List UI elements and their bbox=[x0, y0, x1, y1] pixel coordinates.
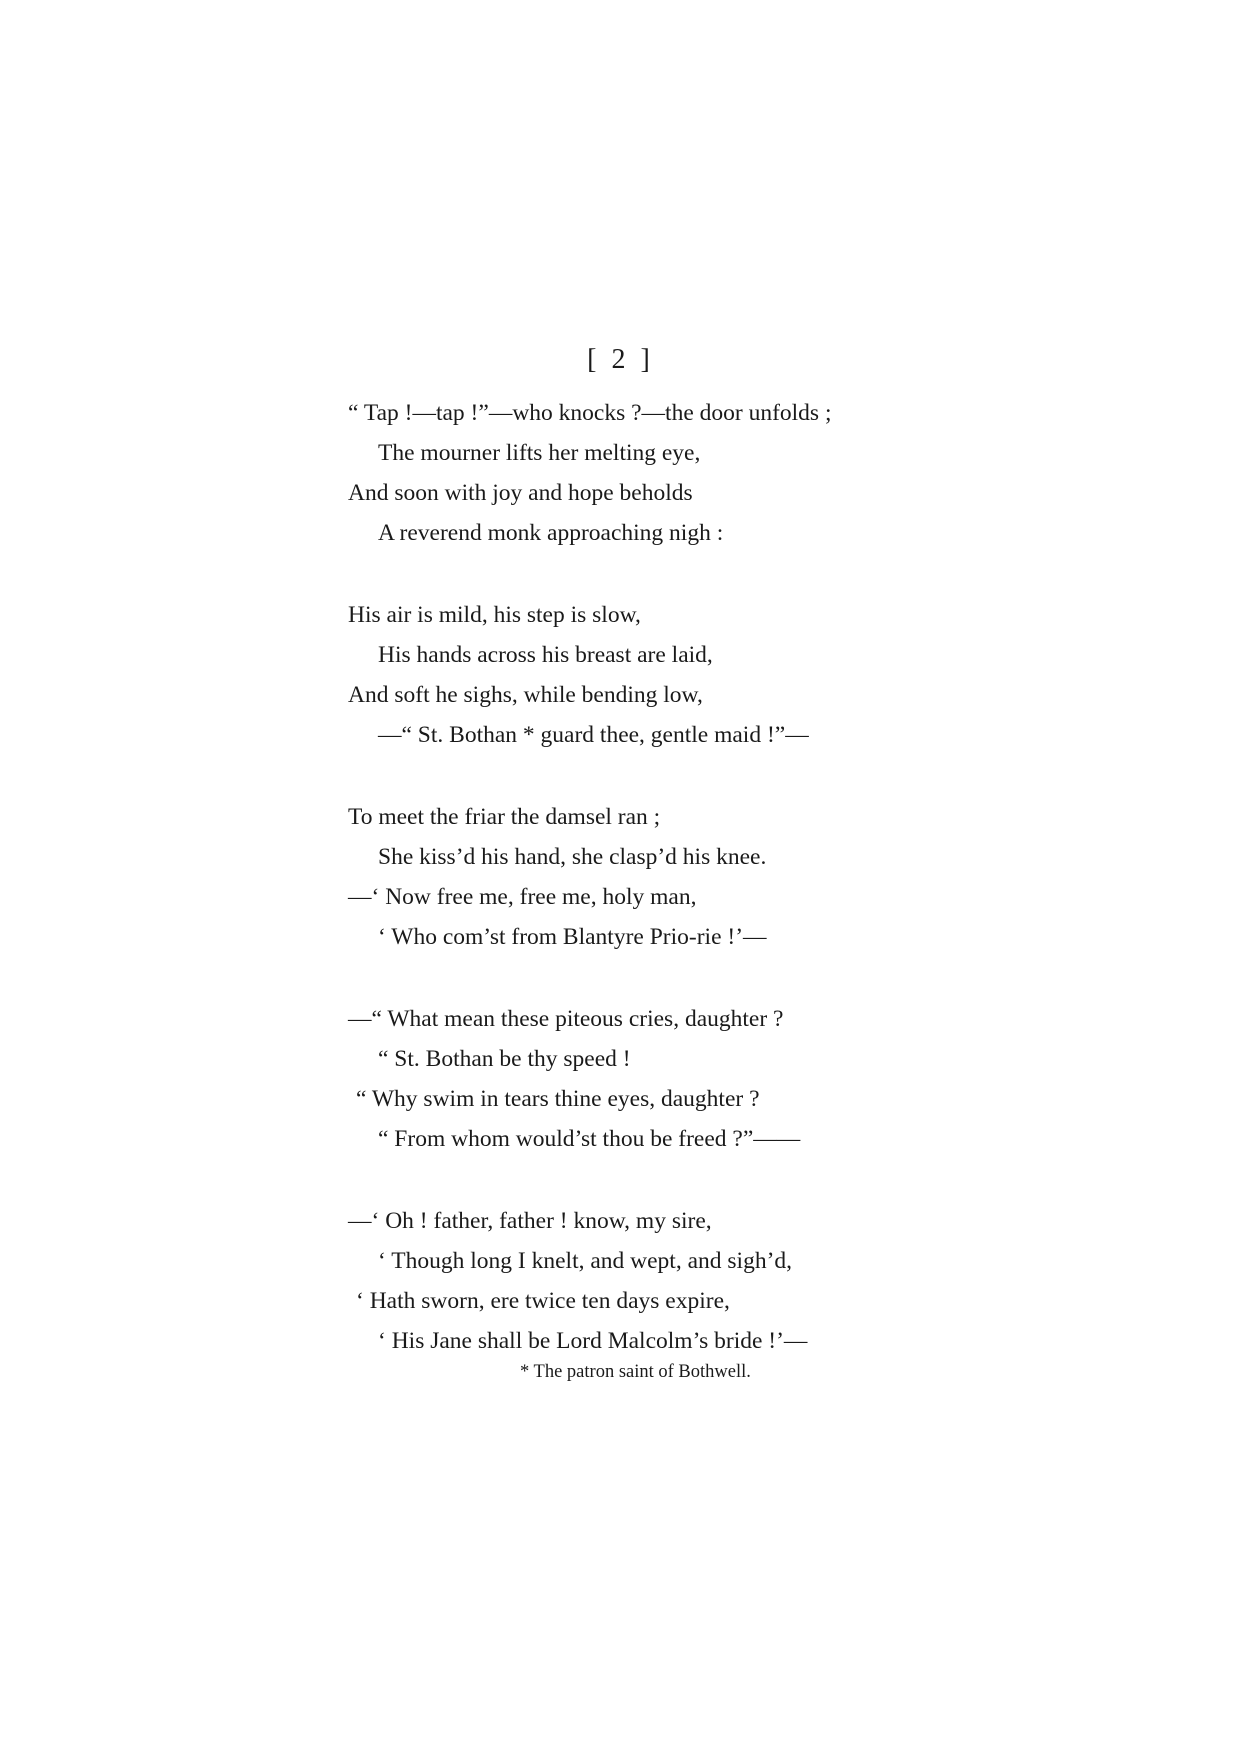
stanza-1 bbox=[348, 393, 948, 553]
footnote: * The patron saint of Bothwell. bbox=[520, 1362, 751, 1382]
verse-line: ‘ Hath sworn, ere twice ten days expire, bbox=[356, 1288, 730, 1314]
verse-line: “ From whom would’st thou be freed ?”—— bbox=[378, 1126, 801, 1152]
verse-line: “ St. Bothan be thy speed ! bbox=[378, 1046, 631, 1072]
verse-line: She kiss’d his hand, she clasp’d his knee. bbox=[378, 844, 767, 870]
stanza-4 bbox=[348, 999, 948, 1159]
stanza-2 bbox=[348, 595, 948, 755]
verse-line: —“ What mean these piteous cries, daughter ? bbox=[348, 1006, 784, 1032]
verse-line: The mourner lifts her melting eye, bbox=[378, 440, 701, 466]
verse-line: And soon with joy and hope beholds bbox=[348, 480, 693, 506]
verse-line: “ Why swim in tears thine eyes, daughter ? bbox=[356, 1086, 760, 1112]
stanza-5 bbox=[348, 1201, 948, 1361]
poem bbox=[348, 393, 948, 1403]
verse-line: A reverend monk approaching nigh : bbox=[378, 520, 724, 546]
stanza-3 bbox=[348, 797, 948, 957]
verse-line: To meet the friar the damsel ran ; bbox=[348, 804, 661, 830]
verse-line: ‘ His Jane shall be Lord Malcolm’s bride !’— bbox=[378, 1328, 808, 1354]
verse-line: “ Tap !—tap !”—who knocks ?—the door unfolds ; bbox=[348, 400, 832, 426]
page-number: [ 2 ] bbox=[587, 344, 654, 375]
verse-line: His hands across his breast are laid, bbox=[378, 642, 713, 668]
verse-line: And soft he sighs, while bending low, bbox=[348, 682, 703, 708]
verse-line: His air is mild, his step is slow, bbox=[348, 602, 641, 628]
verse-line: ‘ Though long I knelt, and wept, and sigh’d, bbox=[378, 1248, 793, 1274]
verse-line: —“ St. Bothan * guard thee, gentle maid !”— bbox=[378, 722, 809, 748]
verse-line: —‘ Oh ! father, father ! know, my sire, bbox=[348, 1208, 712, 1234]
verse-line: —‘ Now free me, free me, holy man, bbox=[348, 884, 697, 910]
verse-line: ‘ Who com’st from Blantyre Prio-rie !’— bbox=[378, 924, 767, 950]
